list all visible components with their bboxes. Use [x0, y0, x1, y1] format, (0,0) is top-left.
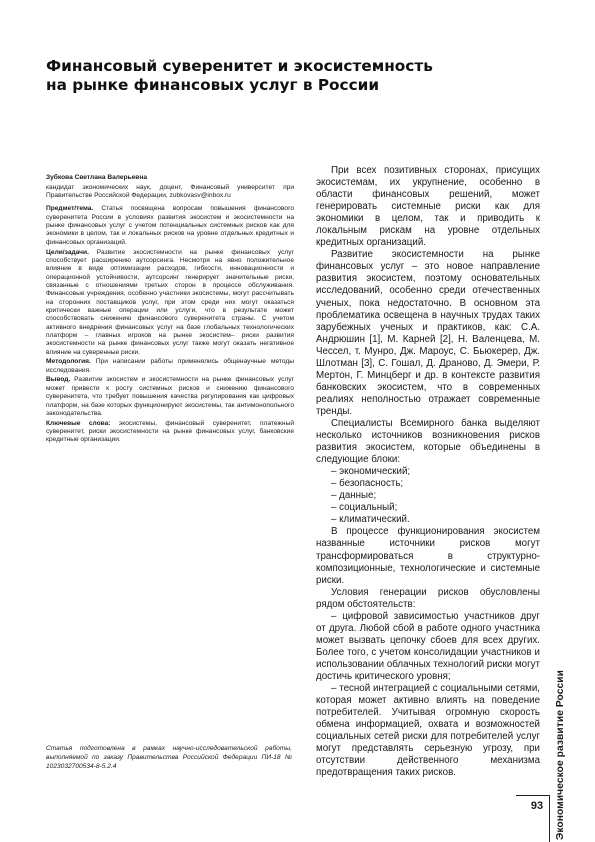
- abstract-column: [46, 174, 294, 446]
- page-number: 93: [530, 800, 544, 812]
- abstract-method-label: Методология.: [46, 358, 91, 366]
- abstract-method: [46, 358, 294, 375]
- author-name: Зубкова Светлана Валерьевна: [46, 174, 148, 181]
- abstract-goals-text: Развитие экосистемности на рынке финансовых услуг способствует расширению аутсорсинга. Несмотря на явно положительное влияние в виде оптимизации расходов, гибкости, инновационности и операционной устойчивости, аутсорсинг генерирует значительные риски, связанные с отношениями третьих сторон в процессе обслуживания. Финансовые учреждения, особенно участники экосистемы, могут рассчитывать на сторонних поставщиков услуг, при этом среди них могут оказаться критически важные операции или услуги, что в результате может способствовать снижению финансового суверенитета страны. С учетом активного внедрения финансовых услуг на базе глобальных технологических платформ – главных игроков на рынке экосистем– риски развития экосистемности на рынке финансовых услуг также могут оказать негативное влияние на суверенные риски.: [46, 248, 294, 356]
- page-number-rule: [516, 795, 550, 796]
- abstract-goals-label: Цели/задачи.: [46, 248, 89, 256]
- body-paragraph-7: – тесной интеграцией с социальными сетями, которая может активно влиять на поведение потребителей. Учитывая огромную скорость обмена информацией, охвата и возможностей социальных сетей риски для потребителей услуг могут представлять серьезную угрозу, при отсутствии действенного механизма предотвращения таких рисков.: [316, 683, 540, 779]
- body-paragraph-5: Условия генерации рисков обусловлены рядом обстоятельств:: [316, 586, 540, 610]
- abstract-conclusion-text: Развитие экосистем и экосистемности на рынке финансовых услуг может привести к росту системных рисков и снижению финансового суверенитета, что требует повышения качества регулирования как цифровых платформ, на базе которых функционируют экосистемы, так антимонопольного законодательства.: [46, 376, 294, 417]
- abstract-conclusion: [46, 376, 294, 418]
- body-paragraph-4: В процессе функционирования экосистем названные источники рисков могут трансформироваться в структурно-композиционные, технологические и системные риски.: [316, 526, 540, 586]
- abstract-goals: [46, 249, 294, 357]
- abstract-method-text: При написании работы применялись общенаучные методы исследования.: [46, 358, 294, 374]
- abstract-conclusion-label: Вывод.: [46, 376, 71, 384]
- list-item-economic: – экономический;: [331, 466, 411, 478]
- vertical-rule: [549, 795, 550, 842]
- abstract-keywords-label: Ключевые слова:: [46, 419, 111, 427]
- body-paragraph-3: Специалисты Всемирного банка выделяют несколько источников возникновения рисков развития экосистем, которые объединены в следующие блоки:: [316, 417, 540, 466]
- abstract-subject-text: Статья посвящена вопросам повышения финансового суверенитета России в условиях развития экосистем и экосистемности на рынке финансовых услуг с учетом потенциальных системных рисков как для экономики в целом, так и локальных рисков на уровне отдельных кредитных и финансовых организаций.: [46, 205, 294, 246]
- article-title: [46, 57, 476, 95]
- list-item-social: – социальный;: [331, 502, 398, 514]
- abstract-subject-label: Предмет/тема.: [46, 205, 94, 213]
- list-item-security: – безопасность;: [331, 478, 404, 490]
- body-column: [316, 165, 540, 779]
- journal-name: Экономическое развитие России: [555, 669, 566, 840]
- body-paragraph-6: – цифровой зависимостью участников друг от друга. Любой сбой в работе одного участника может вызвать цепочку сбоев для всех других. Более того, с учетом консолидации участников и использовании облачных технологий риски могут достичь критического уровня;: [316, 610, 540, 682]
- title-line-2: на рынке финансовых услуг в России: [46, 76, 380, 94]
- list-item-climate: – климатический.: [331, 514, 410, 526]
- journal-sidebar: [551, 560, 571, 840]
- abstract-keywords: [46, 420, 294, 445]
- funding-footnote: Статья подготовлена в рамках научно-исследовательской работы, выполняемой по заказу Правительства Российской Федерации ПИ-18 № 1023032700534-8-5.2.4: [46, 745, 292, 770]
- abstract-keywords-text: экосистемы, финансовый суверенитет, платежный суверенитет, риски экосистемности на рынке финансовых услуг, банковские кредитные организации.: [46, 419, 295, 444]
- title-line-1: Финансовый суверенитет и экосистемность: [46, 57, 433, 75]
- author-affiliation: кандидат экономических наук, доцент, Финансовый университет при Правительстве Российской Федерации, zubkovasv@inbox.ru: [46, 183, 294, 200]
- body-paragraph-1: При всех позитивных сторонах, присущих экосистемам, их укрупнение, особенно в области финансовых решений, может генерировать системные риски как для экономики в целом, так и приводить к локальным рискам на уровне отдельных кредитных организаций.: [316, 165, 540, 249]
- list-item-data: – данные;: [331, 490, 377, 502]
- abstract-subject: [46, 205, 294, 247]
- body-paragraph-2: Развитие экосистемности на рынке финансовых услуг – это новое направление развития экосистем, поэтому основательных исследований, особенно среди отечественных ученых, пока недостаточно. В основном эта проблематика освещена в научных трудах таких зарубежных ученых и практиков, как: С.А. Андрюшин [1], М. Карней [2], Н. Валенцева, М. Чессел, т. Мунро, Дж. Мароус, С. Бьюкерер, Дж. Шлотман [3], С. Гошал, Д. Драново, Д. Эмери, Р. Мертон, Г. Минцберг и др. в контексте развития банковских экосистем, что в современных реалиях неполностью отражает современные тренды.: [316, 249, 540, 417]
